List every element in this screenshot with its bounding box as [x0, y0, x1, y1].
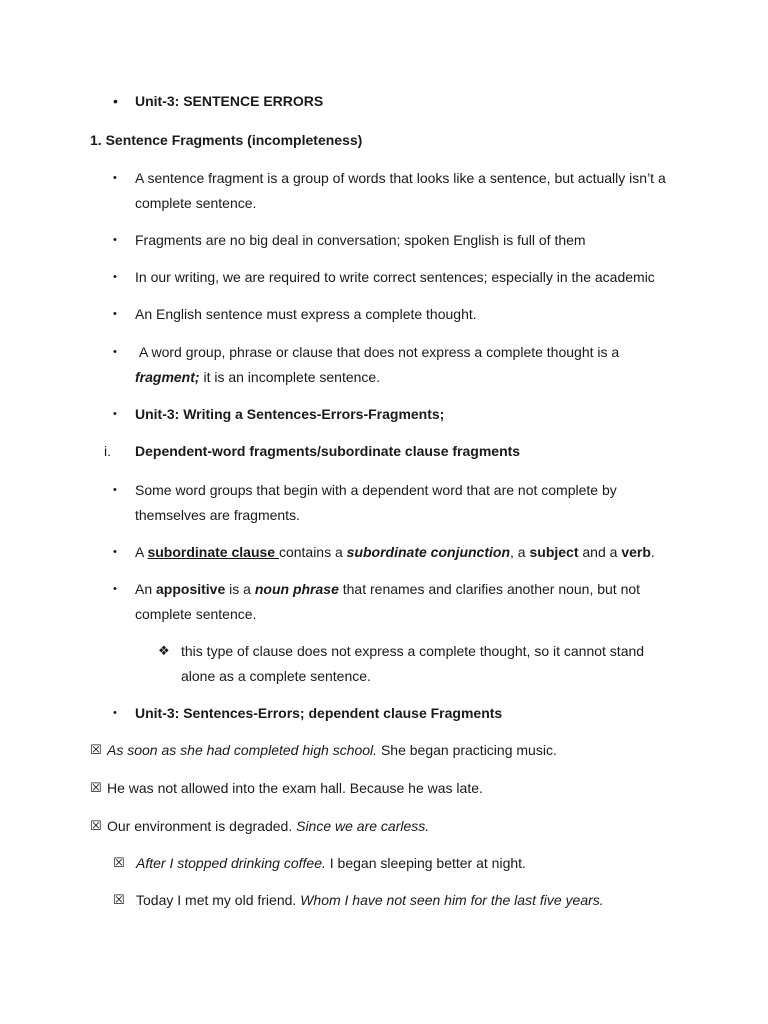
bullet: •	[113, 346, 117, 358]
example-1	[107, 738, 557, 763]
term-appositive: appositive	[156, 581, 226, 597]
term-subject: subject	[529, 544, 579, 560]
bullet: •	[113, 234, 117, 246]
example-text: Our environment is degraded.	[107, 818, 297, 834]
example-3	[107, 814, 429, 839]
checkbox-x-icon: ☒	[90, 819, 102, 834]
fragment-term: fragment;	[135, 369, 200, 385]
section-heading: 1. Sentence Fragments (incompleteness)	[90, 132, 363, 148]
text-run: contains a	[278, 544, 347, 560]
subheading-dependent-word: Dependent-word fragments/subordinate clause fragments	[135, 443, 521, 459]
bullet: •	[113, 93, 118, 109]
example-5	[136, 888, 604, 913]
paragraph-conversation: Fragments are no big deal in conversation; spoken English is full of them	[135, 232, 586, 248]
checkbox-x-icon: ☒	[90, 781, 102, 796]
checkbox-x-icon: ☒	[113, 856, 125, 871]
example-fragment: After I stopped drinking coffee.	[136, 855, 326, 871]
subheading-writing: Unit-3: Writing a Sentences-Errors-Fragments;	[135, 406, 445, 422]
bullet: •	[113, 546, 117, 558]
paragraph-fragment-line1: A word group, phrase or clause that does not express a complete thought is a	[139, 344, 620, 360]
diamond-bullet-icon: ❖	[158, 644, 170, 659]
subheading-dependent-clause: Unit-3: Sentences-Errors; dependent clause Fragments	[135, 705, 503, 721]
term-noun-phrase: noun phrase	[254, 581, 339, 597]
paragraph-appositive	[135, 577, 645, 627]
bullet: •	[113, 484, 117, 496]
checkbox-x-icon: ☒	[113, 893, 125, 908]
term-subordinate-conjunction: subordinate conjunction	[346, 544, 511, 560]
bullet: •	[113, 308, 117, 320]
paragraph-fragment-line2	[135, 365, 380, 390]
text-run: , a	[510, 544, 530, 560]
term-verb: verb	[621, 544, 651, 560]
bullet: •	[113, 271, 117, 283]
checkbox-x-icon: ☒	[90, 743, 102, 758]
paragraph-complete-thought: An English sentence must express a complete thought.	[135, 306, 477, 322]
paragraph-subordinate-clause	[135, 540, 655, 565]
example-text: I began sleeping better at night.	[325, 855, 526, 871]
example-text: She began practicing music.	[377, 742, 557, 758]
example-fragment: Since we are carless.	[296, 818, 430, 834]
text-run: An	[135, 581, 157, 597]
text-run: A	[135, 544, 148, 560]
example-4	[136, 851, 526, 876]
unit-heading: Unit-3: SENTENCE ERRORS	[135, 93, 324, 109]
term-subordinate-clause: subordinate clause	[147, 544, 279, 560]
example-fragment: Whom I have not seen him for the last five years.	[300, 892, 604, 908]
paragraph-cannot-stand-alone: this type of clause does not express a complete thought, so it cannot stand alone as a complete sentence.	[181, 643, 645, 684]
bullet: •	[113, 172, 117, 184]
roman-numeral: i.	[104, 443, 111, 459]
paragraph-writing: In our writing, we are required to write correct sentences; especially in the academic	[135, 269, 655, 285]
example-fragment: As soon as she had completed high school.	[107, 742, 378, 758]
text-run: .	[650, 544, 655, 560]
fragment-rest: it is an incomplete sentence.	[199, 369, 381, 385]
example-2: He was not allowed into the exam hall. Because he was late.	[107, 780, 483, 796]
bullet: •	[113, 707, 117, 719]
text-run: is a	[225, 581, 255, 597]
paragraph-dependent-word: Some word groups that begin with a dependent word that are not complete by themselves are fragments.	[135, 482, 617, 523]
text-run: that renames and clarifies another noun, but not complete sentence.	[135, 581, 641, 622]
bullet: •	[113, 408, 117, 420]
bullet: •	[113, 583, 117, 595]
text-run: and a	[578, 544, 622, 560]
paragraph-definition: A sentence fragment is a group of words that looks like a sentence, but actually isn’t a complete sentence.	[135, 170, 666, 211]
example-text: Today I met my old friend.	[136, 892, 301, 908]
